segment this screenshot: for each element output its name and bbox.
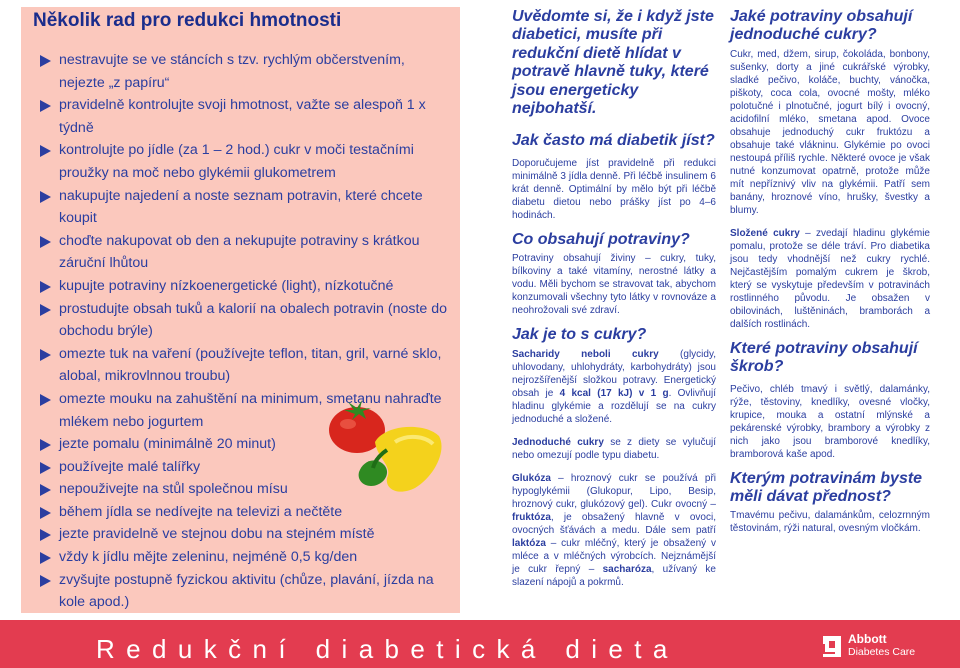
heading-sugars: Jak je to s cukry?	[512, 326, 647, 344]
bullet-arrow-icon	[40, 575, 51, 587]
tip-item	[40, 139, 450, 184]
bullet-arrow-icon	[40, 281, 51, 293]
bullet-arrow-icon	[40, 529, 51, 541]
tip-text: během jídla se nedívejte na televizi a nečtěte	[59, 503, 343, 520]
pepper-illustration	[355, 420, 445, 498]
tip-text: jezte pomalu (minimálně 20 minut)	[59, 436, 276, 453]
bullet-arrow-icon	[40, 304, 51, 316]
abbott-logo-name: Abbott	[848, 632, 887, 646]
bullet-arrow-icon	[40, 236, 51, 248]
tip-item	[40, 569, 450, 614]
tip-item	[40, 523, 450, 546]
tips-list	[40, 49, 450, 614]
heading-how-often: Jak často má diabetik jíst?	[512, 132, 715, 150]
bullet-arrow-icon	[40, 439, 51, 451]
text-nutrients: Potraviny obsahují živiny – cukry, tuky, bílkoviny a také vitamíny, nerostné látky a vodu. Měli bychom se stravovat tak, abychom konzumovali všechny tyto látky v rovnováze a neohrožovali své zdraví.	[512, 253, 716, 317]
tip-item	[40, 546, 450, 569]
tip-item	[40, 298, 450, 343]
text-simple-sugars: Jednoduché cukry se z diety se vylučují nebo omezují podle typu diabetu.	[512, 436, 717, 461]
tip-text: zvyšujte postupně fyzickou aktivitu (chůze, plavání, jízda na kole apod.)	[59, 571, 434, 611]
abbott-logo-icon	[821, 632, 843, 658]
tip-text: nakupujte najedení a noste seznam potravin, které chcete koupit	[59, 187, 423, 227]
text-simple-sugar-foods: Cukr, med, džem, sirup, čokoláda, bonbony, sušenky, dorty a jiné cukrářské výrobky, sladké pečivo, koláče, buchty, vánočka, piškoty, coca cola, ovocné mošty, mléko polotučné i plnotučné, jogurt bílý i ovocný, acidofilní mléko, smetana apod. Ovoce obsahuje jednoduchý cukr fruktózu a obsahuje také vlákninu. Glykémie po ovoci nestoupá příliš rychle. Některé ovoce je však nutné konzumovat opatrně, protože může mít nepříznivý vliv na glykémii. Patří sem banány, hroznové víno, hrušky, švestky a blumy.	[730, 48, 930, 216]
bullet-arrow-icon	[40, 191, 51, 203]
tip-item	[40, 501, 450, 524]
tip-item	[40, 230, 450, 275]
tip-item	[40, 94, 450, 139]
footer-title: Redukční diabetická dieta	[96, 634, 679, 664]
text-complex-sugars: Složené cukry – zvedají hladinu glykémie pomalu, protože se déle tráví. Pro diabetika jsou tedy vhodnější než cukry rychlé. Nejčastějším pomalým cukrem je škrob, který se vyskytuje především v potravinách rostlinného původu. Je obsažen v obilovinách, luštěninách, bramborách a dalších rostlinách.	[730, 227, 930, 330]
tip-text: omezte tuk na vaření (používejte teflon, titan, gril, varné sklo, alobal, mikrovlnnou troubu)	[59, 345, 442, 385]
tip-text: kontrolujte po jídle (za 1 – 2 hod.) cukr v moči testačními proužky na moč nebo glykémii glukometrem	[59, 142, 414, 181]
text-sugars: Sacharidy neboli cukry (glycidy, uhlovodany, uhlohydráty, karbohydráty) jsou nejrozšířenější složkou potravy. Energetický obsah je 4 kcal (17 kJ) v 1 g. Ovlivňují hladinu glykémie a rozdělují se na cukry jednoduché a složené.	[512, 348, 716, 425]
intro-text: Uvědomte si, že i když jste diabetici, musíte při redukční dietě hlídat v potravě hlavně tuky, které jsou energeticky nejbohatší.	[512, 8, 714, 118]
heading-preferred-foods: Kterým potravinám byste měli dávat přednost?	[730, 469, 923, 506]
tip-item	[40, 343, 450, 388]
abbott-logo-area	[827, 620, 960, 668]
bullet-arrow-icon	[40, 552, 51, 564]
heading-starch-foods: Které potraviny obsahují škrob?	[730, 339, 918, 376]
tip-text: choďte nakupovat ob den a nekupujte potraviny s krátkou záruční lhůtou	[59, 232, 420, 272]
text-how-often: Doporučujeme jíst pravidelně při redukci minimálně 3 jídla denně. Při léčbě insulinem 6 krát denně. Optimální by mělo být při léčbě diabetu dietou nebo prášky jíst po 4–6 hodinách.	[512, 157, 716, 221]
text-preferred-foods: Tmavému pečivu, dalamánkům, celozrnným těstovinám, rýži natural, ovesným vločkám.	[730, 510, 930, 535]
tip-text: prostudujte obsah tuků a kalorií na obalech potravin (noste do obchodu brýle)	[59, 300, 448, 340]
heading-nutrients: Co obsahují potraviny?	[512, 230, 690, 248]
bullet-arrow-icon	[40, 100, 51, 112]
bullet-arrow-icon	[40, 484, 51, 496]
column-right	[730, 8, 930, 535]
tip-text: nepouživejte na stůl společnou mísu	[59, 481, 288, 498]
bullet-arrow-icon	[40, 507, 51, 519]
bullet-arrow-icon	[40, 55, 51, 67]
tip-text: používejte malé talířky	[59, 458, 201, 475]
tip-item	[40, 275, 450, 298]
tip-text: nestravujte se ve stáncích s tzv. rychlým občerstvením, nejezte „z papíru“	[59, 52, 405, 91]
abbott-logo-subtitle: Diabetes Care	[848, 646, 916, 658]
bullet-arrow-icon	[40, 394, 51, 406]
heading-simple-sugar-foods: Jaké potraviny obsahují jednoduché cukry?	[730, 8, 913, 44]
tips-title: Několik rad pro redukci hmotnosti	[33, 10, 342, 31]
tip-text: jezte pravidelně ve stejnou dobu na stejném místě	[59, 526, 375, 543]
bullet-arrow-icon	[40, 145, 51, 157]
tip-text: pravidelně kontrolujte svoji hmotnost, važte se alespoň 1 x týdně	[59, 97, 426, 136]
tip-text: omezte mouku na zahuštění na minimum, smetanu nahraďte mlékem nebo jogurtem	[59, 390, 442, 430]
tip-text: vždy k jídlu mějte zeleninu, nejméně 0,5 kg/den	[59, 549, 358, 566]
tip-text: kupujte potraviny nízkoenergetické (light), nízkotučné	[59, 277, 394, 294]
bullet-arrow-icon	[40, 349, 51, 361]
text-glucose: Glukóza – hroznový cukr se používá při hypoglykémii (Glukopur, Lipo, Besip, hroznový cukr, glukózový gel). Cukr ovocný – fruktóza, je obsažený hlavně v ovoci, ovocných šťávách a medu. Dále sem patří laktóza – cukr mléčný, který je obsažený v mléce a v mléčných výrobcích. Nejznámější je cukr řepný – sacharóza, užívaný ke slazení nápojů a pokrmů.	[512, 472, 716, 588]
tip-item	[40, 49, 450, 94]
column-middle	[512, 8, 716, 589]
text-starch-foods: Pečivo, chléb tmavý i světlý, dalamánky, rýže, těstoviny, knedlíky, ovesné vločky, krupice, mouka a ostatní mlýnské a pekárenské výrobky, brambory a výrobky z nich jako jsou bramborové knedlíky, bramborová kaše apod.	[730, 383, 930, 460]
tip-item	[40, 185, 450, 230]
bullet-arrow-icon	[40, 462, 51, 474]
